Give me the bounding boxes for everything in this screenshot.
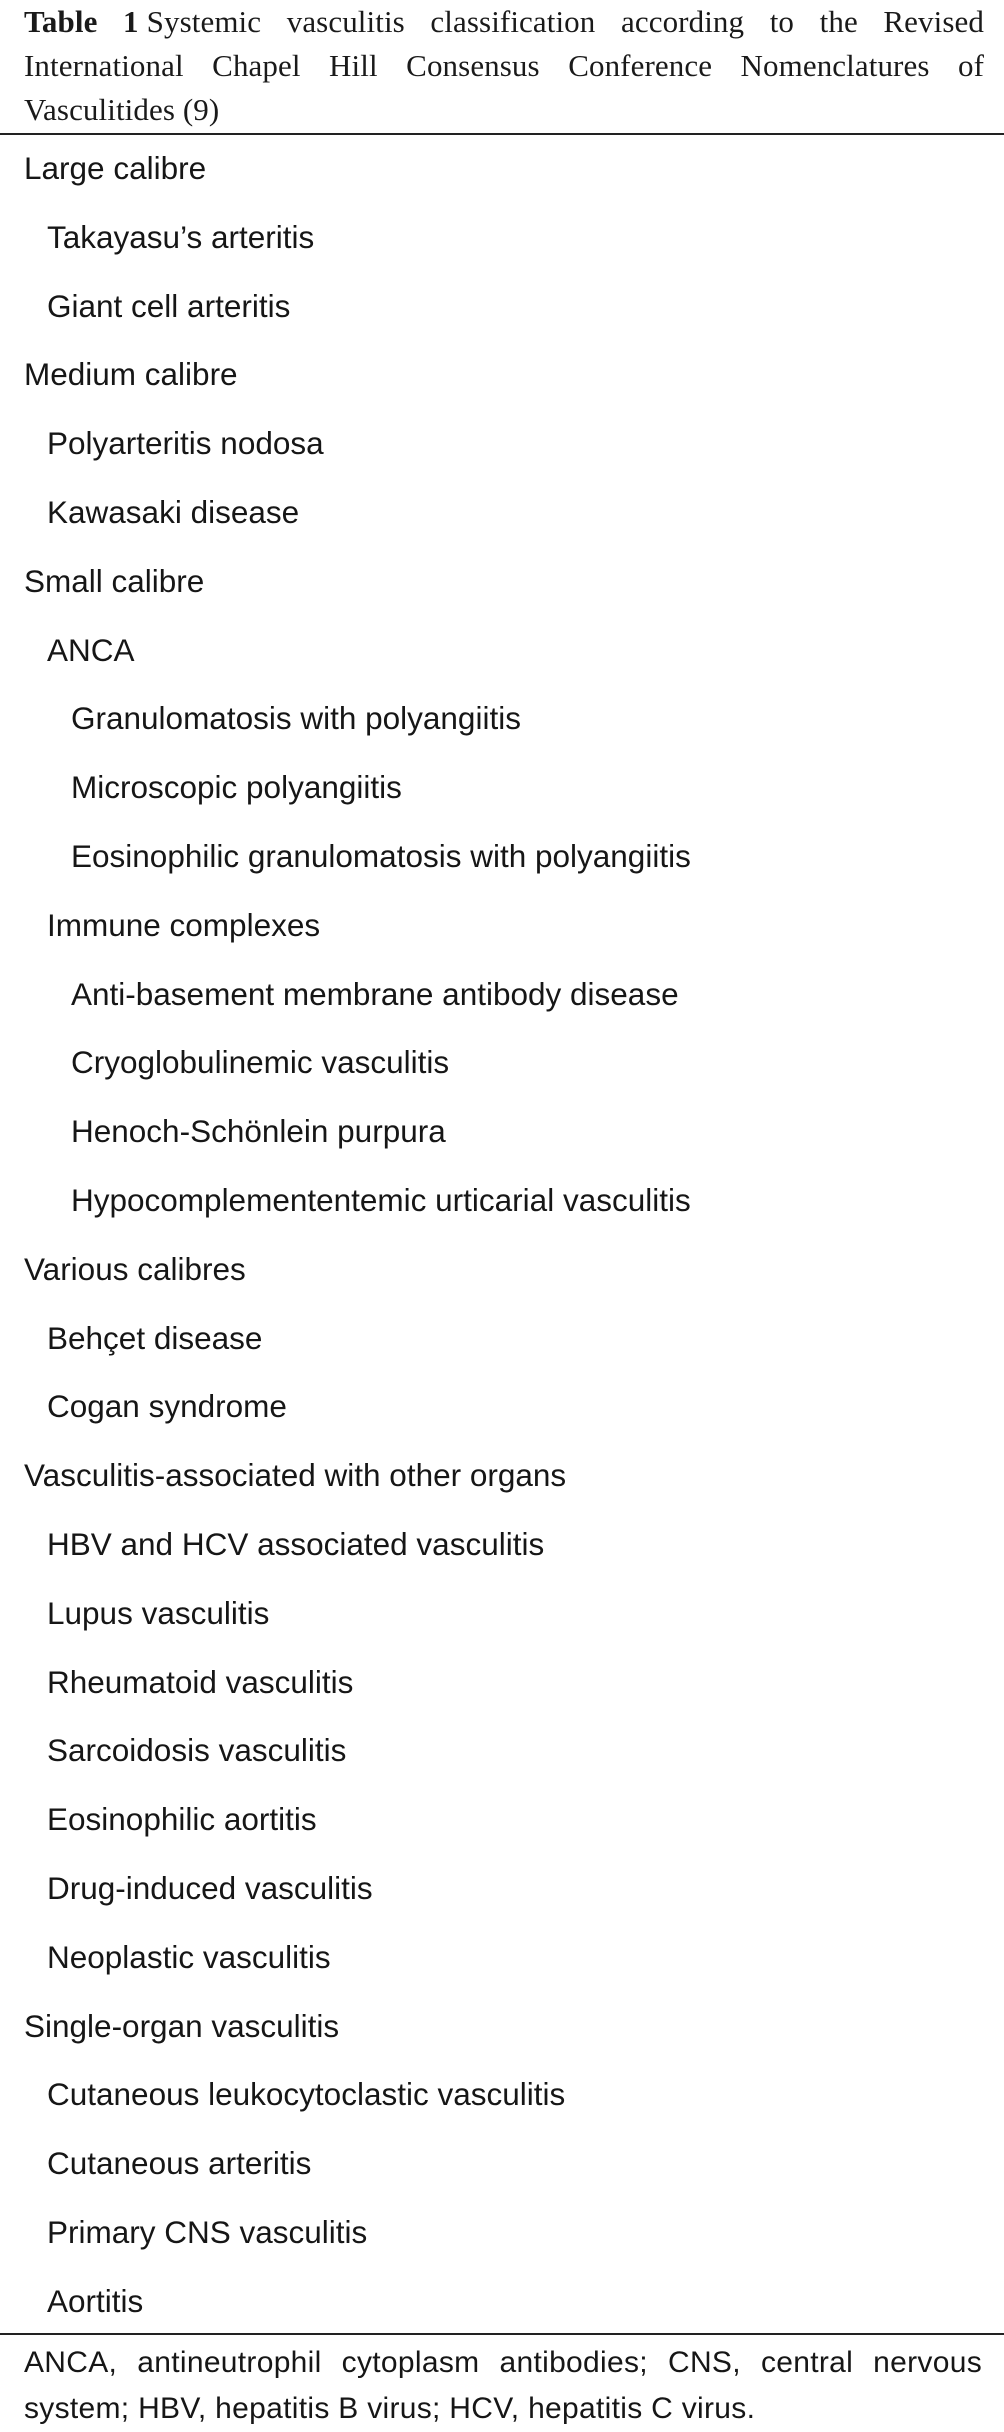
table-label: Table 1 bbox=[24, 4, 139, 39]
subcategory-row: Cutaneous leukocytoclastic vasculitis bbox=[47, 2076, 566, 2113]
subcategory-row: Primary CNS vasculitis bbox=[47, 2213, 368, 2250]
category-row: Various calibres bbox=[24, 1250, 246, 1287]
subitem-row: Anti-basement membrane antibody disease bbox=[71, 975, 679, 1012]
subcategory-row: ANCA bbox=[47, 631, 135, 668]
subcategory-row: Cutaneous arteritis bbox=[47, 2145, 312, 2182]
subitem-row: Granulomatosis with polyangiitis bbox=[71, 700, 521, 737]
subcategory-row: Behçet disease bbox=[47, 1319, 263, 1356]
category-row: Large calibre bbox=[24, 150, 207, 186]
subitem-row: Eosinophilic granulomatosis with polyangiitis bbox=[71, 837, 691, 874]
subcategory-row: Aortitis bbox=[47, 2282, 144, 2319]
subcategory-row: Polyarteritis nodosa bbox=[47, 425, 324, 462]
table-footnote: ANCA, antineutrophil cytoplasm antibodies; CNS, central nervous system; HBV, hepatitis B virus; HCV, hepatitis C virus. bbox=[24, 2346, 982, 2425]
subcategory-row: Sarcoidosis vasculitis bbox=[47, 1732, 347, 1769]
subitem-row: Microscopic polyangiitis bbox=[71, 769, 402, 806]
subcategory-row: Eosinophilic aortitis bbox=[47, 1801, 317, 1838]
subcategory-row: Kawasaki disease bbox=[47, 493, 300, 530]
subcategory-row: Drug-induced vasculitis bbox=[47, 1869, 373, 1906]
category-row: Medium calibre bbox=[24, 356, 238, 393]
subcategory-row: Immune complexes bbox=[47, 906, 321, 943]
table-caption bbox=[24, 0, 984, 132]
category-row: Small calibre bbox=[24, 562, 205, 599]
subitem-row: Hypocomplemententemic urticarial vasculitis bbox=[71, 1181, 691, 1218]
subcategory-row: Takayasu’s arteritis bbox=[47, 218, 315, 255]
subitem-row: Cryoglobulinemic vasculitis bbox=[71, 1044, 450, 1081]
subcategory-row: Giant cell arteritis bbox=[47, 287, 291, 324]
subcategory-row: Cogan syndrome bbox=[47, 1388, 287, 1425]
subcategory-row: Rheumatoid vasculitis bbox=[47, 1663, 354, 1700]
category-row: Vasculitis-associated with other organs bbox=[24, 1457, 567, 1494]
subcategory-row: HBV and HCV associated vasculitis bbox=[47, 1525, 545, 1562]
subcategory-row: Lupus vasculitis bbox=[47, 1594, 270, 1631]
subcategory-row: Neoplastic vasculitis bbox=[47, 1938, 331, 1975]
category-row: Single-organ vasculitis bbox=[24, 2007, 340, 2044]
table-body bbox=[0, 134, 1004, 2336]
table-title: Systemic vasculitis classification according to the Revised International Chapel Hill Consensus Conference Nomenclatures of Vasculitides (9) bbox=[24, 4, 984, 127]
subitem-row: Henoch-Schönlein purpura bbox=[71, 1113, 446, 1150]
table-bottom-rule bbox=[0, 2333, 1004, 2335]
